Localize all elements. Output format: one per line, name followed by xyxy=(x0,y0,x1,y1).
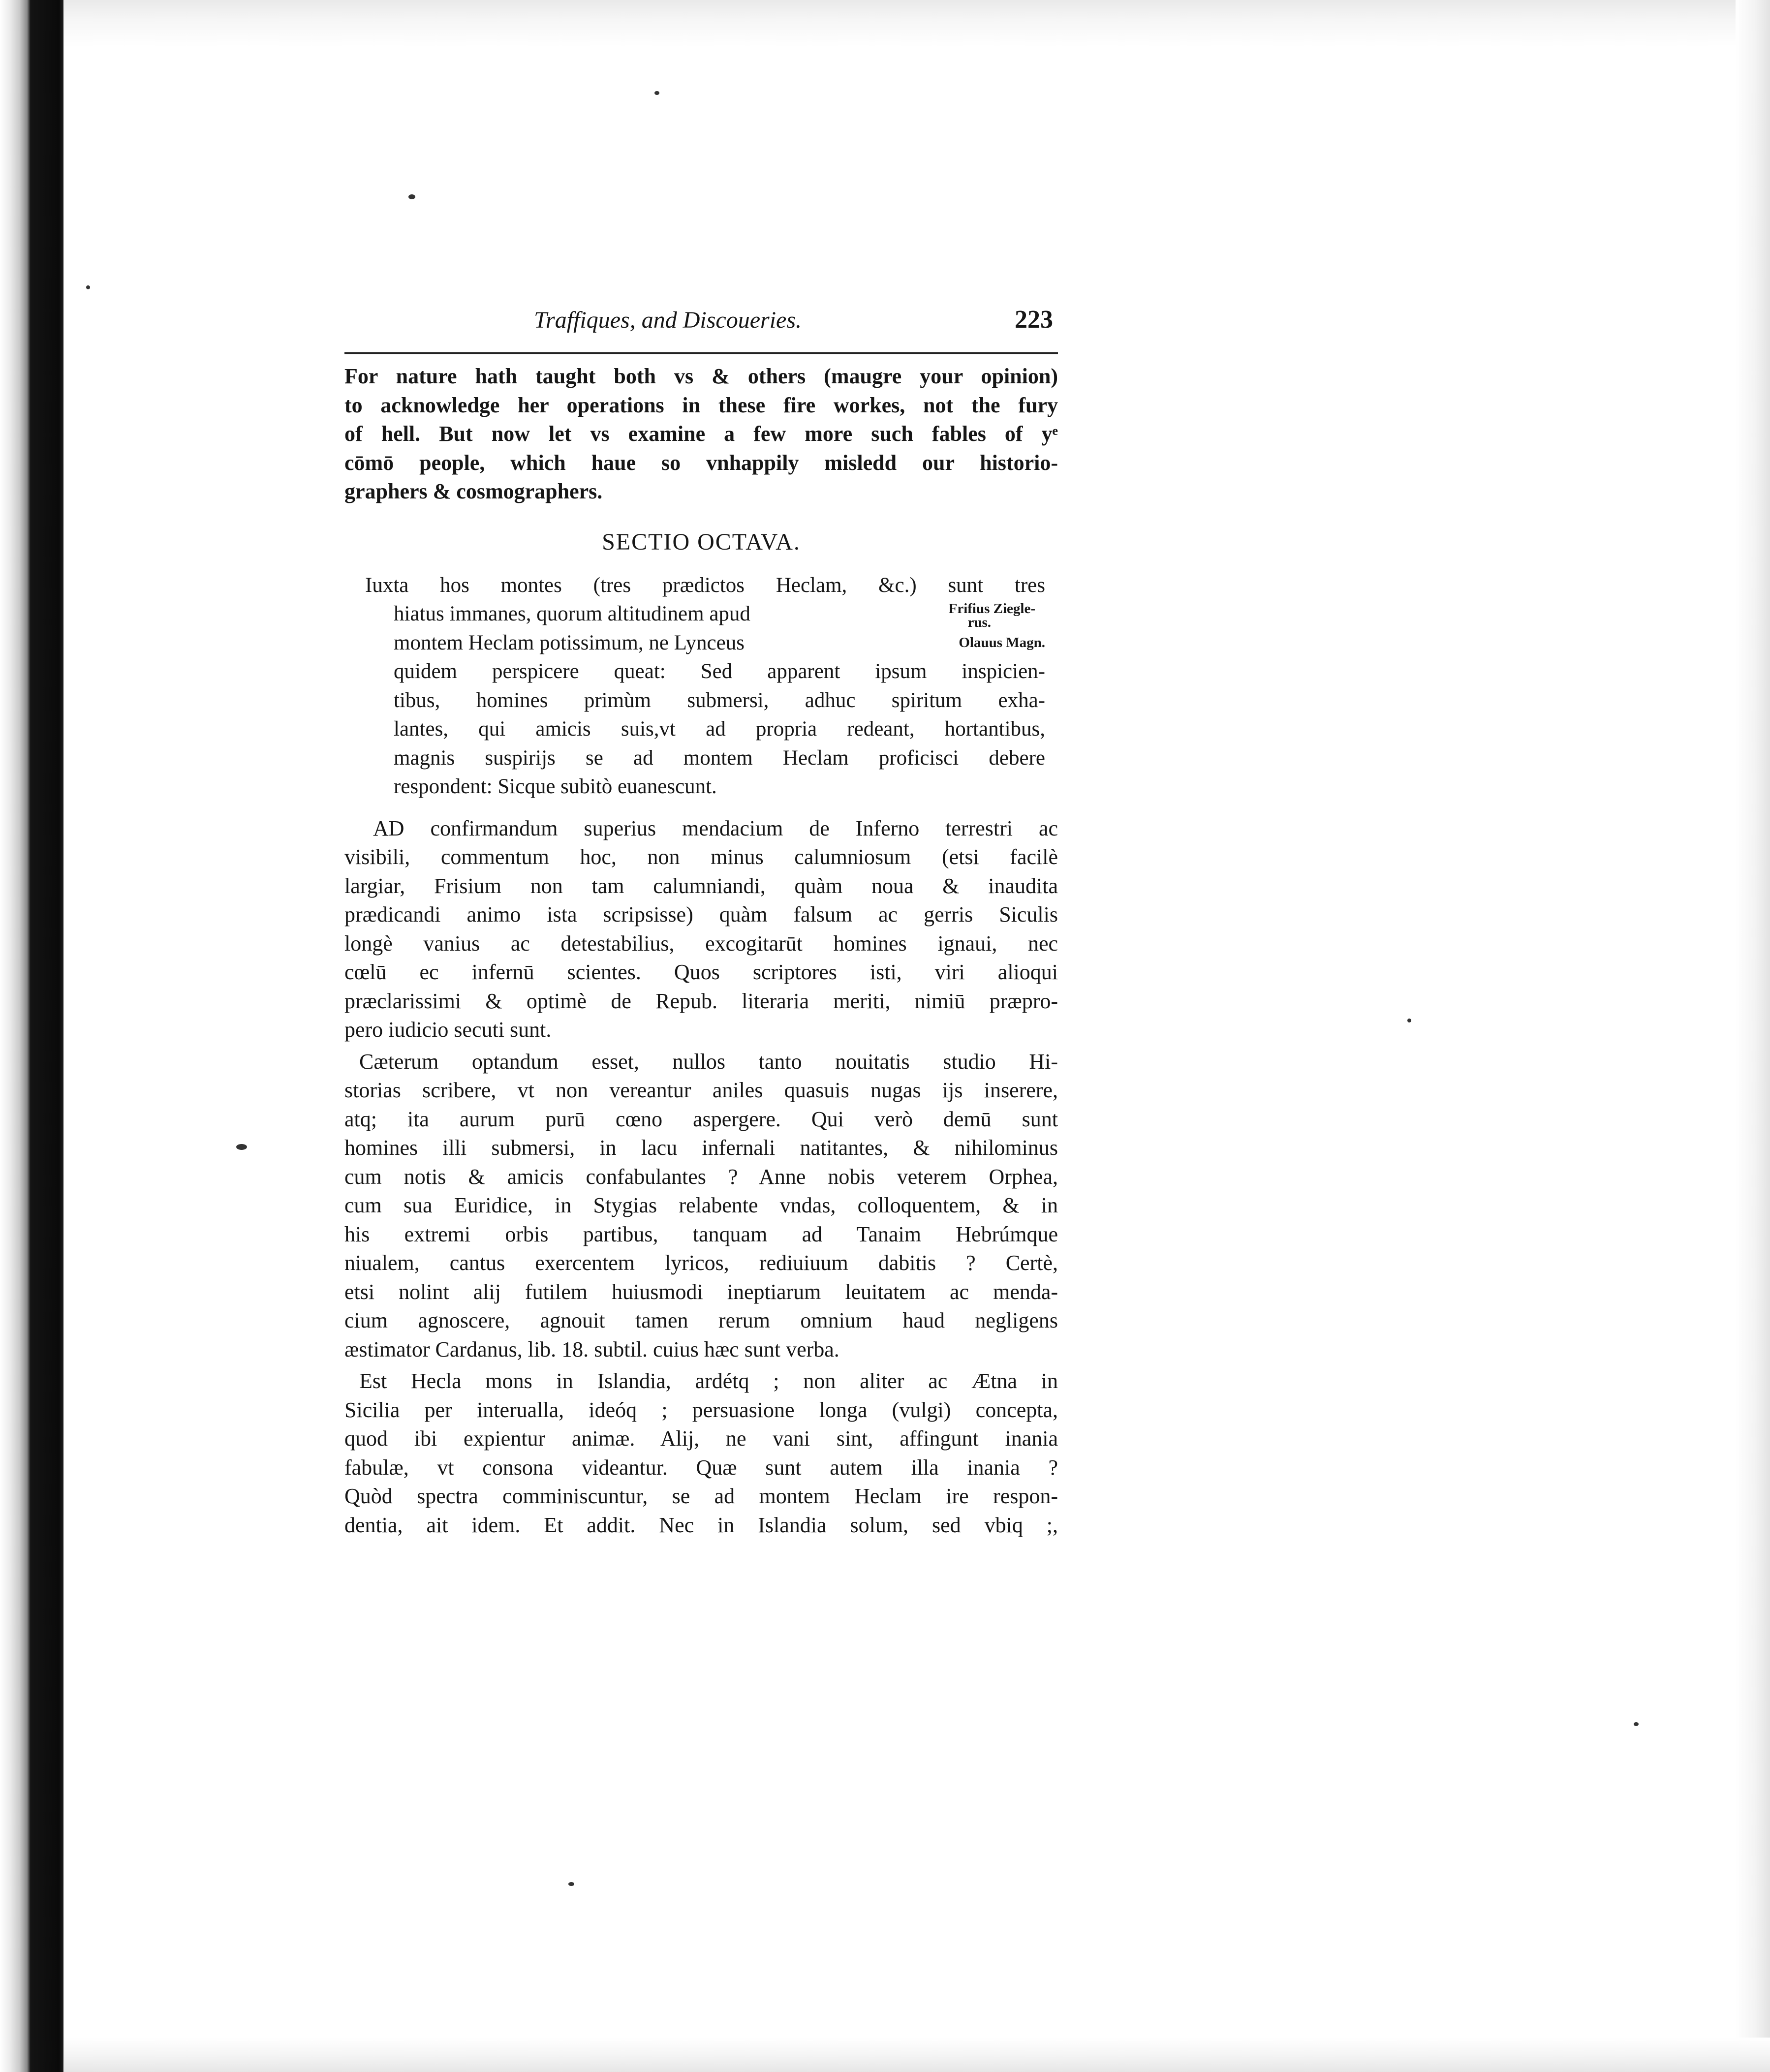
text-line: niualem, cantus exercentem lyricos, rediuiuum dabitis ? Certè, xyxy=(344,1251,1058,1275)
page-text-block xyxy=(344,305,1058,1540)
text-line: prædicandi animo ista scripsisse) quàm falsum ac gerris Siculis xyxy=(344,902,1058,927)
running-title: Traffiques, and Discoueries. xyxy=(534,307,802,333)
quote-line: magnis suspirijs se ad montem Heclam proficisci debere xyxy=(394,746,1045,770)
scan-speck xyxy=(236,1144,247,1150)
quoted-passage xyxy=(344,571,1045,802)
scanned-page-top-edge xyxy=(64,0,1770,47)
text-line: dentia, ait idem. Et addit. Nec in Islandia solum, sed vbiq ;, xyxy=(344,1513,1058,1537)
text-line: largiar, Frisium non tam calumniandi, quàm noua & inaudita xyxy=(344,873,1058,898)
scan-speck xyxy=(1634,1722,1639,1726)
text-line: quod ibi expientur animæ. Alij, ne vani sint, affingunt inania xyxy=(344,1426,1058,1451)
margin-note: Frifius Ziegle- xyxy=(948,601,1035,617)
scanned-page-bottom-edge xyxy=(64,2038,1770,2072)
text-line: Quòd spectra comminiscuntur, se ad montem Heclam ire respon- xyxy=(344,1484,1058,1508)
text-line: his extremi orbis partibus, tanquam ad Tanaim Hebrúmque xyxy=(344,1222,1058,1246)
scan-speck xyxy=(86,285,90,289)
text-line: Sicilia per interualla, ideóq ; persuasione longa (vulgi) concepta, xyxy=(344,1397,1058,1422)
text-line: visibili, commentum hoc, non minus calumniosum (etsi facilè xyxy=(344,845,1058,869)
paragraph-3 xyxy=(344,1367,1058,1540)
text-line: pero iudicio secuti sunt. xyxy=(344,1018,552,1042)
quote-line: montem Heclam potissimum, ne Lynceus xyxy=(394,631,745,654)
text-line: Cæterum optandum esset, nullos tanto nouitatis studio Hi- xyxy=(359,1049,1058,1074)
margin-note: rus. xyxy=(967,615,991,630)
quote-line-with-note xyxy=(365,629,1045,658)
scanned-page-left-edge xyxy=(0,0,64,2072)
text-line: cœlū ec infernū scientes. Quos scriptores isti, viri alioqui xyxy=(344,960,1058,984)
text-line: AD confirmandum superius mendacium de Inferno terrestri ac xyxy=(373,816,1058,840)
text-line: longè vanius ac detestabilius, excogitarūt homines ignaui, nec xyxy=(344,931,1058,956)
scan-speck xyxy=(1407,1019,1411,1022)
text-line: graphers & cosmographers. xyxy=(344,479,603,503)
margin-note: Olauus Magn. xyxy=(959,634,1045,650)
running-head xyxy=(344,305,1058,354)
text-line: to acknowledge her operations in these fire workes, not the fury xyxy=(344,393,1058,417)
text-line: præclarissimi & optimè de Repub. literaria meriti, nimiū præpro- xyxy=(344,989,1058,1013)
intro-paragraph xyxy=(344,362,1058,506)
text-line: cium agnoscere, agnouit tamen rerum omnium haud negligens xyxy=(344,1308,1058,1332)
text-line: storias scribere, vt non vereantur aniles quasuis nugas ijs inserere, xyxy=(344,1078,1058,1102)
quote-line: tibus, homines primùm submersi, adhuc spiritum exha- xyxy=(394,688,1045,712)
text-line: cum sua Euridice, in Stygias relabente vndas, colloquentem, & in xyxy=(344,1193,1058,1217)
text-line: æstimator Cardanus, lib. 18. subtil. cuius hæc sunt verba. xyxy=(344,1337,839,1361)
text-line: cōmō people, which haue so vnhappily misledd our historio- xyxy=(344,450,1058,475)
paragraph-1 xyxy=(344,814,1058,1045)
scan-speck xyxy=(408,194,415,199)
text-line: cum notis & amicis confabulantes ? Anne nobis veterem Orphea, xyxy=(344,1164,1058,1189)
scanned-page-right-edge xyxy=(1736,0,1770,2072)
scan-speck xyxy=(654,91,659,95)
text-line: etsi nolint alij futilem huiusmodi ineptiarum leuitatem ac menda- xyxy=(344,1279,1058,1304)
scan-speck xyxy=(568,1882,574,1886)
section-heading: SECTIO OCTAVA. xyxy=(602,528,801,555)
quote-line: lantes, qui amicis suis,vt ad propria redeant, hortantibus, xyxy=(394,717,1045,741)
text-line: homines illi submersi, in lacu infernali natitantes, & nihilominus xyxy=(344,1136,1058,1160)
quote-line: hiatus immanes, quorum altitudinem apud xyxy=(394,602,750,625)
quote-line: respondent: Sicque subitò euanescunt. xyxy=(394,775,717,798)
page-number: 223 xyxy=(1015,306,1053,334)
quote-line-with-note xyxy=(365,600,1045,629)
text-line: Est Hecla mons in Islandia, ardétq ; non aliter ac Ætna in xyxy=(359,1369,1058,1393)
quote-line: quidem perspicere queat: Sed apparent ipsum inspicien- xyxy=(394,660,1045,683)
quote-line: Iuxta hos montes (tres prædictos Heclam, &c.) sunt tres xyxy=(365,573,1045,597)
paragraph-2 xyxy=(344,1048,1058,1364)
text-line: For nature hath taught both vs & others (maugre your opinion) xyxy=(344,364,1058,388)
text-line: fabulæ, vt consona videantur. Quæ sunt autem illa inania ? xyxy=(344,1455,1058,1480)
text-line: atq; ita aurum purū cœno aspergere. Qui verò demū sunt xyxy=(344,1107,1058,1131)
text-line: of hell. But now let vs examine a few more such fables of yᵉ xyxy=(344,422,1058,446)
